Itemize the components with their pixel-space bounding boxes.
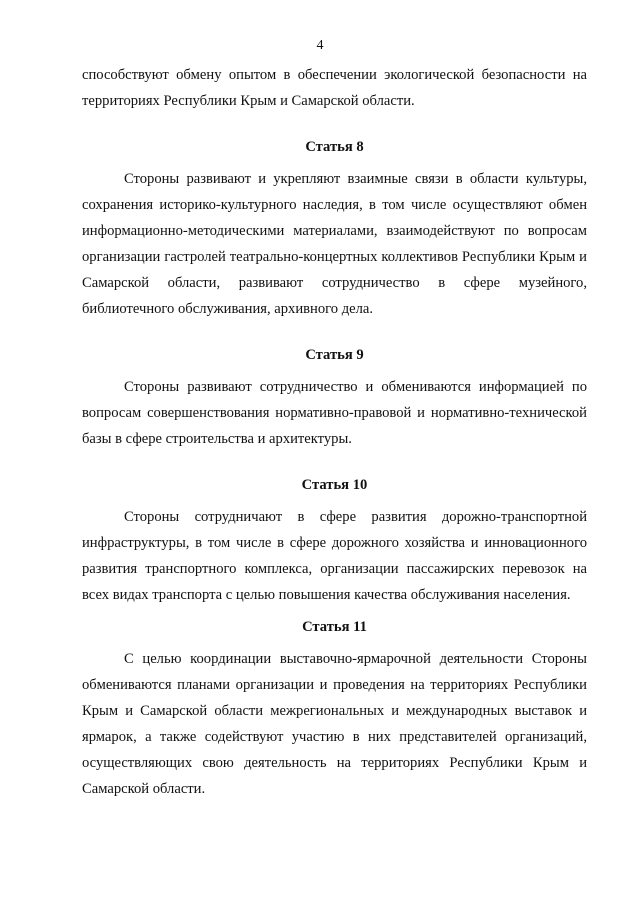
- article-11: [82, 614, 587, 802]
- article-8-text: Стороны развивают и укрепляют взаимные связи в области культуры, сохранения историко-культурного наследия, в том числе осуществляют обмен информационно-методическими материалами, взаимодействуют по вопросам организации гастролей театрально-концертных коллективов Республики Крым и Самарской области, развивают сотрудничество в сфере музейного, библиотечного обслуживания, архивного дела.: [82, 171, 587, 317]
- article-11-heading: Статья 11: [302, 619, 367, 635]
- page-number: 4: [316, 38, 324, 53]
- article-9-text: Стороны развивают сотрудничество и обмениваются информацией по вопросам совершенствования нормативно-правовой и нормативно-технической базы в сфере строительства и архитектуры.: [82, 379, 587, 447]
- article-10-heading: Статья 10: [301, 477, 368, 493]
- article-11-text: С целью координации выставочно-ярмарочной деятельности Стороны обмениваются планами организации и проведения на территориях Республики Крым и Самарской области межрегиональных и международных выставок и ярмарок, а также содействуют участию в них представителей организаций, осуществляющих свою деятельность на территориях Республики Крым и Самарской области.: [82, 651, 587, 797]
- document-body: [82, 62, 587, 802]
- article-8: [82, 134, 587, 322]
- article-10: [82, 472, 587, 608]
- intro-paragraph: способствуют обмену опытом в обеспечении экологической безопасности на территориях Республики Крым и Самарской области.: [82, 67, 587, 109]
- article-9-heading: Статья 9: [305, 347, 364, 363]
- article-10-text: Стороны сотрудничают в сфере развития дорожно-транспортной инфраструктуры, в том числе в сфере дорожного хозяйства и инновационного развития транспортного комплекса, организации пассажирских перевозок на всех видах транспорта с целью повышения качества обслуживания населения.: [82, 509, 587, 603]
- article-8-heading: Статья 8: [305, 139, 364, 155]
- article-9: [82, 342, 587, 452]
